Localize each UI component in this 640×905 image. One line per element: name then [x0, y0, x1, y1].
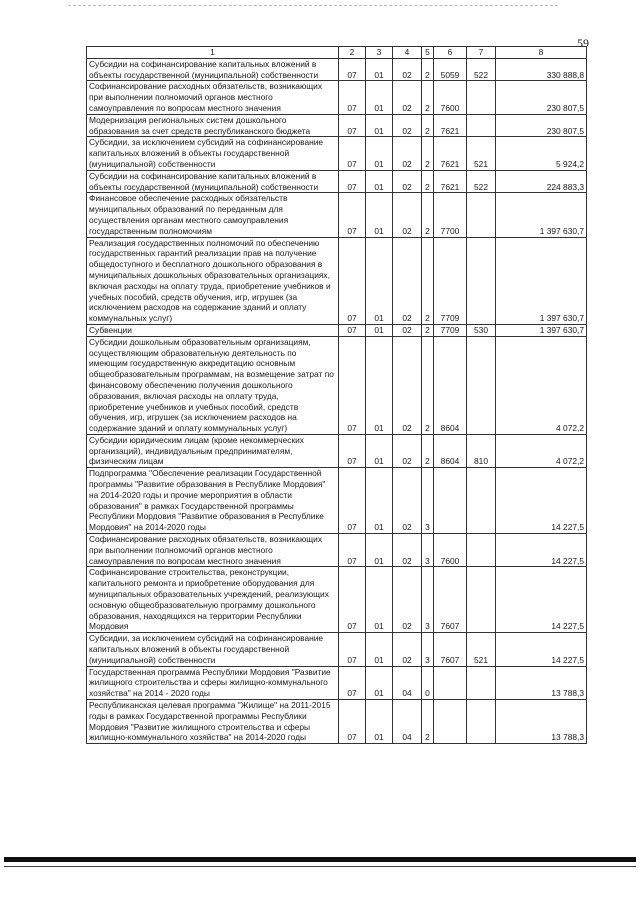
subsection-code: 01 [366, 336, 393, 434]
expense-type-code [467, 336, 496, 434]
expense-type-code: 522 [467, 58, 496, 81]
amount: 230 807,5 [496, 81, 587, 114]
target-code: 5059 [434, 58, 467, 81]
header-cell: 4 [393, 47, 422, 59]
section-code: 07 [339, 336, 366, 434]
subsection-code: 01 [366, 170, 393, 193]
subsection-code: 01 [366, 114, 393, 137]
amount: 4 072,2 [496, 434, 587, 467]
article-code: 02 [393, 567, 422, 633]
table-row [87, 534, 587, 567]
row-description: Субсидии, за исключением субсидий на софинансирование капитальных вложений в объекты государственной (муниципальной) собственности [87, 137, 339, 170]
table-row [87, 336, 587, 434]
expense-type-code: 521 [467, 633, 496, 666]
table-row [87, 137, 587, 170]
subprogram-code: 2 [422, 81, 434, 114]
subprogram-code: 2 [422, 137, 434, 170]
amount: 4 072,2 [496, 336, 587, 434]
target-code: 7600 [434, 534, 467, 567]
table-row [87, 324, 587, 336]
table-header-row [87, 47, 587, 59]
amount: 330 888,8 [496, 58, 587, 81]
subsection-code: 01 [366, 81, 393, 114]
expense-type-code: 530 [467, 324, 496, 336]
subsection-code: 01 [366, 434, 393, 467]
subprogram-code: 2 [422, 700, 434, 744]
expense-type-code: 521 [467, 137, 496, 170]
section-code: 07 [339, 567, 366, 633]
section-code: 07 [339, 468, 366, 534]
target-code [434, 700, 467, 744]
table-row [87, 434, 587, 467]
section-code: 07 [339, 58, 366, 81]
row-description: Субвенции [87, 324, 339, 336]
subsection-code: 01 [366, 534, 393, 567]
section-code: 07 [339, 434, 366, 467]
subsection-code: 01 [366, 324, 393, 336]
subprogram-code: 2 [422, 324, 434, 336]
expense-type-code: 810 [467, 434, 496, 467]
subsection-code: 01 [366, 468, 393, 534]
header-cell: 2 [339, 47, 366, 59]
amount: 13 788,3 [496, 700, 587, 744]
section-code: 07 [339, 114, 366, 137]
section-code: 07 [339, 170, 366, 193]
article-code: 02 [393, 114, 422, 137]
row-description: Подпрограмма "Обеспечение реализации Государственной программы "Развитие образования в Республике Мордовия" на 2014-2020 годы и прочие мероприятия в области образования" в рамках Государственной программы Республики Мордовия "Развитие образования в Республике Мордовия" на 2014-2020 годы [87, 468, 339, 534]
row-description: Субсидии на софинансирование капитальных вложений в объекты государственной (муниципальной) собственности [87, 170, 339, 193]
table-row [87, 468, 587, 534]
section-code: 07 [339, 324, 366, 336]
header-cell: 6 [434, 47, 467, 59]
section-code: 07 [339, 193, 366, 237]
amount: 224 883,3 [496, 170, 587, 193]
target-code: 7600 [434, 81, 467, 114]
amount: 1 397 630,7 [496, 193, 587, 237]
scan-bottom-line [4, 866, 636, 867]
subsection-code: 01 [366, 700, 393, 744]
row-description: Модернизация региональных систем дошкольного образования за счет средств республиканского бюджета [87, 114, 339, 137]
article-code: 04 [393, 666, 422, 699]
table-row [87, 666, 587, 699]
target-code: 7709 [434, 324, 467, 336]
article-code: 02 [393, 468, 422, 534]
row-description: Субсидии дошкольным образовательным организациям, осуществляющим образовательную деятельность по имеющим государственную аккредитацию основным общеобразовательным программам, на возмещение затрат по финансовому обеспечению получения дошкольного образования, включая расходы на оплату труда, приобретение учебников и учебных пособий, средств обучения, игр, игрушек (за исключением расходов на содержание зданий и оплату коммунальных услуг) [87, 336, 339, 434]
amount: 14 227,5 [496, 567, 587, 633]
row-description: Субсидии юридическим лицам (кроме некоммерческих организаций), индивидуальным предпринимателям, физическим лицам [87, 434, 339, 467]
subprogram-code: 3 [422, 468, 434, 534]
section-code: 07 [339, 666, 366, 699]
row-description: Республиканская целевая программа "Жилище" на 2011-2015 годы в рамках Государственной программы Республики Мордовия "Развитие жилищного строительства и сферы жилищно-коммунального хозяйства" на 2014-2020 годы [87, 700, 339, 744]
row-description: Реализация государственных полномочий по обеспечению государственных гарантий реализации прав на получение общедоступного и бесплатного дошкольного образования в муниципальных дошкольных образовательных организациях, включая расходы на оплату труда, приобретение учебников и учебных пособий, средств обучения, игр, игрушек (за исключением расходов на содержание зданий и оплату коммунальных услуг) [87, 237, 339, 324]
row-description: Софинансирование расходных обязательств, возникающих при выполнении полномочий органов местного самоуправления по вопросам местного значения [87, 81, 339, 114]
article-code: 02 [393, 324, 422, 336]
subprogram-code: 2 [422, 336, 434, 434]
subsection-code: 01 [366, 237, 393, 324]
article-code: 02 [393, 170, 422, 193]
subprogram-code: 2 [422, 434, 434, 467]
article-code: 02 [393, 237, 422, 324]
expense-type-code [467, 237, 496, 324]
expense-type-code [467, 468, 496, 534]
article-code: 04 [393, 700, 422, 744]
expense-type-code: 522 [467, 170, 496, 193]
target-code: 8604 [434, 434, 467, 467]
subsection-code: 01 [366, 58, 393, 81]
amount: 14 227,5 [496, 534, 587, 567]
article-code: 02 [393, 534, 422, 567]
target-code: 7621 [434, 170, 467, 193]
expense-type-code [467, 666, 496, 699]
subsection-code: 01 [366, 567, 393, 633]
table-row [87, 567, 587, 633]
header-cell: 8 [496, 47, 587, 59]
section-code: 07 [339, 81, 366, 114]
amount: 5 924,2 [496, 137, 587, 170]
subprogram-code: 3 [422, 633, 434, 666]
target-code [434, 468, 467, 534]
target-code [434, 666, 467, 699]
subprogram-code: 2 [422, 170, 434, 193]
expense-type-code [467, 534, 496, 567]
table-row [87, 170, 587, 193]
section-code: 07 [339, 534, 366, 567]
amount: 230 807,5 [496, 114, 587, 137]
amount: 1 397 630,7 [496, 237, 587, 324]
expense-type-code [467, 567, 496, 633]
article-code: 02 [393, 137, 422, 170]
target-code: 7709 [434, 237, 467, 324]
expense-type-code [467, 193, 496, 237]
expense-type-code [467, 81, 496, 114]
amount: 14 227,5 [496, 633, 587, 666]
row-description: Субсидии, за исключением субсидий на софинансирование капитальных вложений в объекты государственной (муниципальной) собственности [87, 633, 339, 666]
table-row [87, 633, 587, 666]
row-description: Государственная программа Республики Мордовия "Развитие жилищного строительства и сферы жилищно-коммунального хозяйства" на 2014 - 2020 годы [87, 666, 339, 699]
subprogram-code: 3 [422, 534, 434, 567]
amount: 14 227,5 [496, 468, 587, 534]
row-description: Субсидии на софинансирование капитальных вложений в объекты государственной (муниципальной) собственности [87, 58, 339, 81]
expense-type-code [467, 114, 496, 137]
target-code: 7607 [434, 633, 467, 666]
scan-top-rule [68, 5, 558, 6]
subprogram-code: 2 [422, 193, 434, 237]
article-code: 02 [393, 633, 422, 666]
amount: 13 788,3 [496, 666, 587, 699]
section-code: 07 [339, 137, 366, 170]
table-row [87, 700, 587, 744]
subprogram-code: 2 [422, 237, 434, 324]
section-code: 07 [339, 237, 366, 324]
table-row [87, 237, 587, 324]
header-cell: 7 [467, 47, 496, 59]
header-cell: 3 [366, 47, 393, 59]
target-code: 8604 [434, 336, 467, 434]
page-number: 59 [577, 36, 589, 50]
target-code: 7700 [434, 193, 467, 237]
subsection-code: 01 [366, 666, 393, 699]
subprogram-code: 0 [422, 666, 434, 699]
section-code: 07 [339, 700, 366, 744]
target-code: 7607 [434, 567, 467, 633]
article-code: 02 [393, 193, 422, 237]
article-code: 02 [393, 434, 422, 467]
row-description: Финансовое обеспечение расходных обязательств муниципальных образований по переданным для осуществления органам местного самоуправления государственным полномочиям [87, 193, 339, 237]
row-description: Софинансирование расходных обязательств, возникающих при выполнении полномочий органов местного самоуправления по вопросам местного значения [87, 534, 339, 567]
header-cell: 1 [87, 47, 339, 59]
section-code: 07 [339, 633, 366, 666]
target-code: 7621 [434, 137, 467, 170]
article-code: 02 [393, 336, 422, 434]
subsection-code: 01 [366, 633, 393, 666]
subsection-code: 01 [366, 193, 393, 237]
subprogram-code: 2 [422, 58, 434, 81]
amount: 1 397 630,7 [496, 324, 587, 336]
table-row [87, 81, 587, 114]
table-row [87, 58, 587, 81]
budget-table [86, 46, 587, 744]
row-description: Софинансирование строительства, реконструкции, капитального ремонта и приобретение оборудования для муниципальных образовательных учреждений, реализующих основную общеобразовательную программу дошкольного образования, находящихся на территории Республики Мордовия [87, 567, 339, 633]
scan-bottom-bar [4, 857, 636, 862]
article-code: 02 [393, 58, 422, 81]
subprogram-code: 3 [422, 567, 434, 633]
header-cell: 5 [422, 47, 434, 59]
table-row [87, 114, 587, 137]
article-code: 02 [393, 81, 422, 114]
expense-type-code [467, 700, 496, 744]
target-code: 7621 [434, 114, 467, 137]
table-row [87, 193, 587, 237]
subsection-code: 01 [366, 137, 393, 170]
subprogram-code: 2 [422, 114, 434, 137]
